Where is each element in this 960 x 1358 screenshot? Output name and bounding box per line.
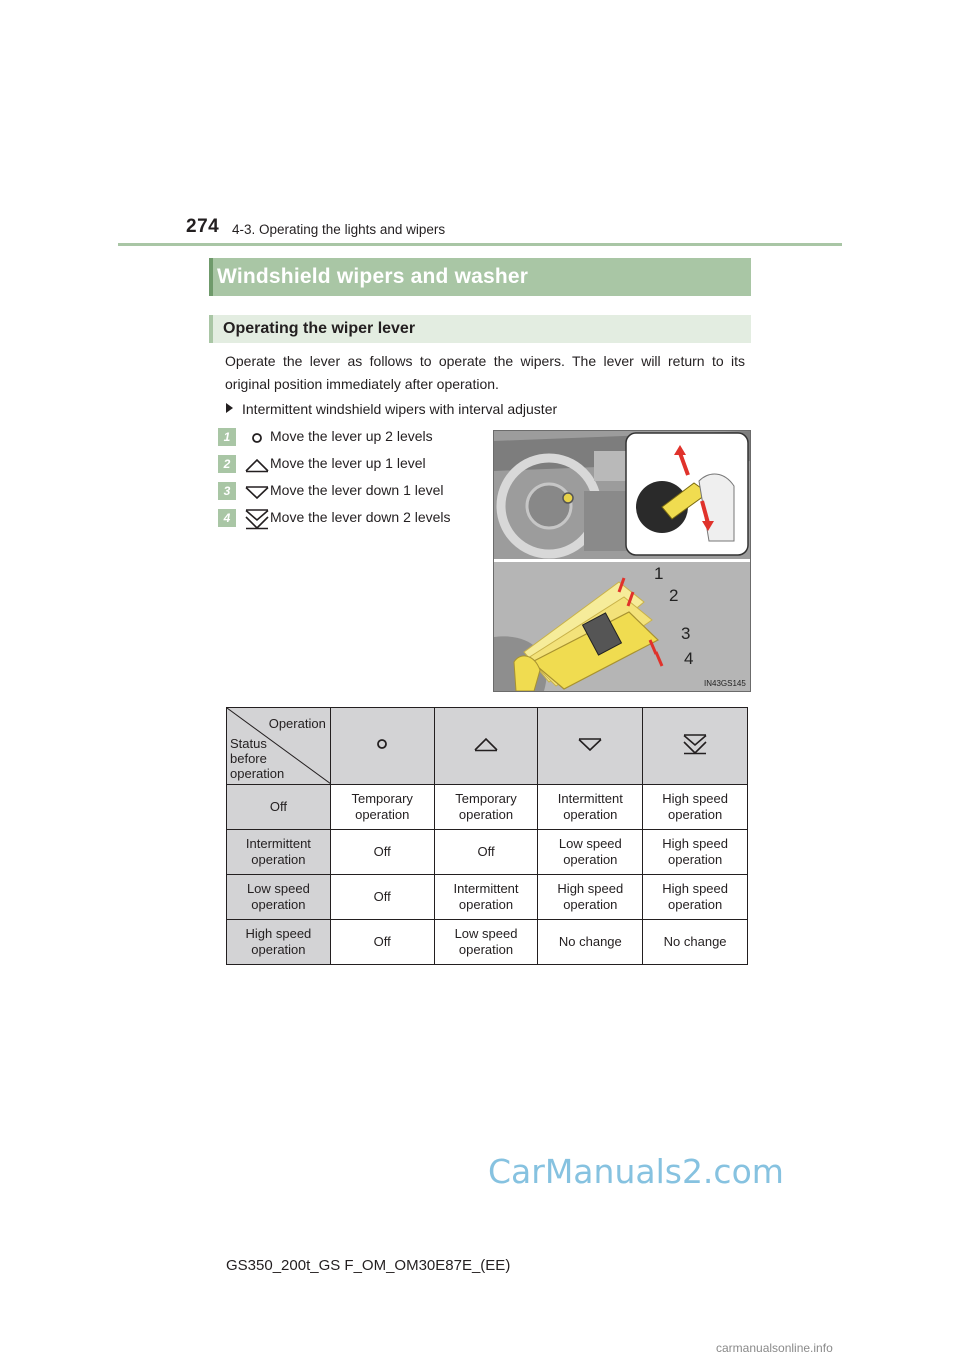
page-number: 274 [186, 216, 220, 237]
step-text: Move the lever down 1 level [270, 482, 444, 498]
section-title-bar [209, 258, 751, 296]
table-cell: High speed operation [643, 830, 748, 875]
high-speed-icon [244, 508, 270, 530]
table-cell: Temporary operation [330, 785, 434, 830]
column-header-low-speed [538, 708, 643, 785]
watermark-url: carmanualsonline.info [716, 1341, 833, 1355]
wiper-operation-table [226, 707, 748, 965]
step-text: Move the lever up 1 level [270, 455, 426, 471]
table-row [227, 875, 748, 920]
mist-icon [369, 735, 395, 753]
high-speed-icon [682, 733, 708, 755]
subsection-bar [209, 315, 751, 343]
table-cell: Temporary operation [434, 785, 538, 830]
page-title: Windshield wipers and washer [217, 265, 529, 288]
table-cell: Intermittent operation [538, 785, 643, 830]
table-cell: High speed operation [643, 785, 748, 830]
step-number-badge: 3 [218, 482, 236, 500]
table-cell: High speed operation [538, 875, 643, 920]
step-text: Move the lever up 2 levels [270, 428, 433, 444]
operation-header: Operation [268, 716, 326, 731]
table-row [227, 920, 748, 965]
bullet-arrow-icon [226, 403, 233, 413]
column-header-high-speed [643, 708, 748, 785]
table-cell: Intermittent operation [434, 875, 538, 920]
step-number-badge: 2 [218, 455, 236, 473]
step-number-badge: 4 [218, 509, 236, 527]
table-cell: High speed operation [643, 875, 748, 920]
table-cell: No change [643, 920, 748, 965]
figure-callout-3: 3 [681, 624, 691, 643]
table-cell: Off [330, 875, 434, 920]
step-number-badge: 1 [218, 428, 236, 446]
status-header: Status before operation [230, 736, 285, 781]
lever-detail-illustration [494, 562, 750, 691]
bullet-text: Intermittent windshield wipers with interval adjuster [242, 401, 558, 417]
row-status: Low speed operation [227, 875, 331, 920]
table-cell: Off [330, 830, 434, 875]
table-cell: Off [330, 920, 434, 965]
figure-callout-2: 2 [669, 586, 679, 605]
dashboard-photo [494, 431, 750, 559]
figure-callout-4: 4 [684, 649, 694, 668]
column-header-mist [330, 708, 434, 785]
document-footer: GS350_200t_GS F_OM_OM30E87E_(EE) [226, 1257, 511, 1274]
table-cell: Low speed operation [538, 830, 643, 875]
low-speed-icon [244, 483, 270, 501]
table-corner-header [227, 708, 331, 785]
column-header-intermittent [434, 708, 538, 785]
table-cell: No change [538, 920, 643, 965]
step-text: Move the lever down 2 levels [270, 509, 451, 525]
mist-icon [244, 429, 270, 447]
subsection-title: Operating the wiper lever [223, 320, 416, 337]
low-speed-icon [577, 735, 603, 753]
table-row [227, 830, 748, 875]
intro-paragraph: Operate the lever as follows to operate the wipers. The lever will return to its original position immediately after operation. [225, 353, 745, 392]
intermittent-icon [473, 735, 499, 753]
bullet-item [226, 401, 557, 417]
intermittent-icon [244, 456, 270, 474]
section-heading: 4-3. Operating the lights and wipers [232, 222, 446, 237]
table-cell: Off [434, 830, 538, 875]
figure-code: IN43GS145 [704, 679, 746, 688]
row-status: High speed operation [227, 920, 331, 965]
row-status: Off [227, 785, 331, 830]
row-status: Intermittent operation [227, 830, 331, 875]
table-row [227, 785, 748, 830]
figure-callout-1: 1 [654, 564, 664, 583]
header-divider [118, 243, 842, 246]
table-cell: Low speed operation [434, 920, 538, 965]
watermark-logo: CarManuals2.com [488, 1152, 784, 1191]
